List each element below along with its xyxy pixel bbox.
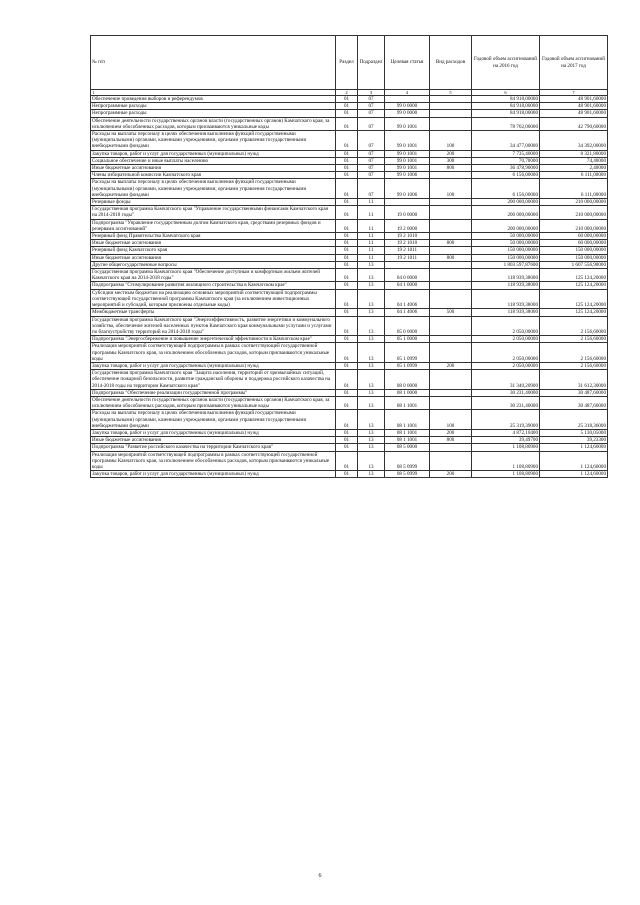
- row-amount-2017: 125 124,20000: [540, 309, 608, 316]
- row-target-article: [385, 261, 430, 268]
- row-name: Подпрограмма "Развитие российского казачества на территории Камчатского края": [91, 444, 336, 451]
- row-razdel: 01: [336, 254, 358, 261]
- row-amount-2016: 70,70000: [472, 157, 540, 164]
- row-target-article: 08 5 0999: [385, 471, 430, 478]
- row-amount-2017: 25 318,36000: [540, 410, 608, 430]
- row-podrazdel: 13: [358, 343, 385, 363]
- row-amount-2016: 2 050,00000: [472, 343, 540, 363]
- row-amount-2016: 2 050,00000: [472, 362, 540, 369]
- table-row: [91, 444, 608, 451]
- table-row: [91, 96, 608, 103]
- row-podrazdel: 07: [358, 172, 385, 179]
- table-row: [91, 131, 608, 151]
- row-expense-type: [430, 247, 472, 254]
- row-podrazdel: 13: [358, 444, 385, 451]
- row-expense-type: 100: [430, 179, 472, 199]
- row-expense-type: [430, 370, 472, 390]
- row-amount-2016: 30 231,40000: [472, 396, 540, 409]
- row-razdel: 01: [336, 103, 358, 110]
- row-podrazdel: 11: [358, 240, 385, 247]
- row-podrazdel: 07: [358, 110, 385, 117]
- row-amount-2016: 200 000,00000: [472, 219, 540, 232]
- row-expense-type: [430, 172, 472, 179]
- row-name: Подпрограмма "Обеспечение реализации государственной программы": [91, 389, 336, 396]
- row-podrazdel: 13: [358, 269, 385, 282]
- row-podrazdel: 07: [358, 150, 385, 157]
- row-expense-type: 800: [430, 240, 472, 247]
- row-podrazdel: 13: [358, 316, 385, 336]
- row-expense-type: 800: [430, 254, 472, 261]
- row-expense-type: [430, 282, 472, 289]
- table-row: [91, 471, 608, 478]
- table-row: [91, 172, 608, 179]
- row-amount-2017: 31 612,30000: [540, 370, 608, 390]
- row-amount-2017: 2 156,60000: [540, 343, 608, 363]
- row-podrazdel: 07: [358, 157, 385, 164]
- row-amount-2016: 200 000,00000: [472, 199, 540, 206]
- header-name: № п/п: [91, 36, 336, 90]
- row-name: Резервный фонд Правительства Камчатского края: [91, 233, 336, 240]
- row-expense-type: 200: [430, 471, 472, 478]
- row-amount-2016: 39,49700: [472, 437, 540, 444]
- row-target-article: 05 1 0999: [385, 362, 430, 369]
- row-expense-type: [430, 336, 472, 343]
- row-expense-type: 500: [430, 309, 472, 316]
- row-razdel: 01: [336, 471, 358, 478]
- row-name: Закупка товаров, работ и услуг для государственных (муниципальных) нужд: [91, 471, 336, 478]
- row-podrazdel: 13: [358, 370, 385, 390]
- row-target-article: 04 0 0000: [385, 269, 430, 282]
- row-name: Расходы на выплаты персоналу в целях обеспечения выполнения функций государственными (муниципальными) органами, казенными учреждениями, органами управления государственными внебюджетными фондами: [91, 410, 336, 430]
- row-target-article: 08 1 1001: [385, 429, 430, 436]
- row-razdel: 01: [336, 179, 358, 199]
- row-name: Резервные фонды: [91, 199, 336, 206]
- row-razdel: 01: [336, 336, 358, 343]
- row-name: Государственная программа Камчатского края "Защита населения, территорий от чрезвычайных ситуаций, обеспечение пожарной безопасности, развитие гражданской обороны и поддержка российского казачества на 2014-2018 годы на территории Камчатского края": [91, 370, 336, 390]
- row-amount-2016: 1 108,80900: [472, 444, 540, 451]
- row-amount-2017: 8 321,80000: [540, 150, 608, 157]
- row-target-article: 99 0 1006: [385, 179, 430, 199]
- row-amount-2017: 125 124,20000: [540, 282, 608, 289]
- table-row: [91, 165, 608, 172]
- row-razdel: 01: [336, 289, 358, 309]
- row-amount-2016: 7 735,40000: [472, 150, 540, 157]
- row-target-article: 19 2 1010: [385, 240, 430, 247]
- row-amount-2016: 84 918,00000: [472, 110, 540, 117]
- row-amount-2016: 150 000,00000: [472, 254, 540, 261]
- row-amount-2016: 1 108,80900: [472, 451, 540, 471]
- row-razdel: 01: [336, 444, 358, 451]
- row-amount-2016: 36 478,90000: [472, 165, 540, 172]
- row-target-article: 19 2 1011: [385, 247, 430, 254]
- row-name: Реализация мероприятий соответствующей подпрограммы в рамках соответствующей государственной программы Камчатского края, за исключением обособленных расходов, которым присваиваются уникальные коды: [91, 343, 336, 363]
- row-expense-type: [430, 289, 472, 309]
- row-razdel: 01: [336, 282, 358, 289]
- row-expense-type: [430, 396, 472, 409]
- row-razdel: 01: [336, 206, 358, 219]
- row-podrazdel: 13: [358, 437, 385, 444]
- row-razdel: 01: [336, 343, 358, 363]
- row-amount-2016: 30 231,40000: [472, 389, 540, 396]
- table-row: [91, 179, 608, 199]
- row-amount-2017: 210 000,00000: [540, 206, 608, 219]
- row-target-article: 99 0 0000: [385, 110, 430, 117]
- row-razdel: 01: [336, 157, 358, 164]
- row-target-article: 05 1 0999: [385, 343, 430, 363]
- row-target-article: [385, 96, 430, 103]
- row-target-article: 99 0 1001: [385, 131, 430, 151]
- row-amount-2016: 150 000,00000: [472, 247, 540, 254]
- table-row: [91, 254, 608, 261]
- header-razdel: Раздел: [336, 36, 358, 90]
- table-row: [91, 103, 608, 110]
- row-name: Обеспечение проведения выборов и референдумов: [91, 96, 336, 103]
- row-podrazdel: 11: [358, 233, 385, 240]
- table-row: [91, 282, 608, 289]
- row-target-article: 19 2 1011: [385, 254, 430, 261]
- row-target-article: 19 2 1010: [385, 233, 430, 240]
- row-name: Иные бюджетные ассигнования: [91, 254, 336, 261]
- row-podrazdel: 07: [358, 96, 385, 103]
- row-amount-2016: 84 918,00000: [472, 103, 540, 110]
- row-amount-2016: 118 939,38000: [472, 309, 540, 316]
- row-amount-2016: 1 108,80900: [472, 471, 540, 478]
- table-row: [91, 429, 608, 436]
- row-target-article: 08 1 1001: [385, 410, 430, 430]
- row-razdel: 01: [336, 131, 358, 151]
- row-expense-type: 200: [430, 429, 472, 436]
- row-target-article: 08 1 0000: [385, 389, 430, 396]
- row-podrazdel: 13: [358, 451, 385, 471]
- row-podrazdel: 11: [358, 199, 385, 206]
- row-expense-type: 800: [430, 437, 472, 444]
- row-amount-2017: 48 901,60000: [540, 110, 608, 117]
- row-amount-2017: 125 124,20000: [540, 269, 608, 282]
- row-amount-2016: 1 803 597,87600: [472, 261, 540, 268]
- row-amount-2017: 1 124,60000: [540, 444, 608, 451]
- page-number: 6: [318, 873, 322, 879]
- row-amount-2016: 50 000,00000: [472, 233, 540, 240]
- row-name: Подпрограмма "Стимулирование развития жилищного строительства в Камчатском крае": [91, 282, 336, 289]
- row-name: Закупка товаров, работ и услуг для государственных (муниципальных) нужд: [91, 429, 336, 436]
- table-row: [91, 451, 608, 471]
- row-expense-type: [430, 96, 472, 103]
- row-expense-type: [430, 233, 472, 240]
- row-razdel: 01: [336, 316, 358, 336]
- row-podrazdel: 13: [358, 429, 385, 436]
- row-razdel: 01: [336, 240, 358, 247]
- row-target-article: 08 1 1001: [385, 396, 430, 409]
- row-razdel: 01: [336, 389, 358, 396]
- row-name: Реализация мероприятий соответствующей подпрограммы в рамках соответствующей государственной программы Камчатского края, за исключением обособленных расходов, которым присваиваются уникальные коды: [91, 451, 336, 471]
- header-2016: Годовой объем ассигнований на 2016 год: [472, 36, 540, 90]
- row-amount-2016: 78 762,00000: [472, 117, 540, 130]
- row-amount-2017: 150 000,00000: [540, 254, 608, 261]
- row-name: Расходы на выплаты персоналу в целях обеспечения выполнения функций государственными (муниципальными) органами, казенными учреждениями, органами управления государственными внебюджетными фондами: [91, 131, 336, 151]
- row-podrazdel: 07: [358, 103, 385, 110]
- row-expense-type: [430, 269, 472, 282]
- row-razdel: 01: [336, 309, 358, 316]
- table-row: [91, 289, 608, 309]
- table-row: [91, 316, 608, 336]
- row-name: Межбюджетные трансферты: [91, 309, 336, 316]
- row-amount-2017: 39,23300: [540, 437, 608, 444]
- row-razdel: 01: [336, 172, 358, 179]
- column-number: 6: [472, 90, 540, 96]
- row-amount-2016: 118 939,38000: [472, 289, 540, 309]
- row-name: Подпрограмма "Энергосбережение и повышение энергетической эффективности в Камчатском крае": [91, 336, 336, 343]
- row-amount-2017: 48 901,60000: [540, 103, 608, 110]
- row-amount-2016: 34 477,00000: [472, 131, 540, 151]
- row-name: Другие общегосударственные вопросы: [91, 261, 336, 268]
- row-amount-2017: 60 000,00000: [540, 240, 608, 247]
- row-name: Непрограммные расходы: [91, 110, 336, 117]
- row-name: Социальное обеспечение и иные выплаты населению: [91, 157, 336, 164]
- row-expense-type: [430, 343, 472, 363]
- row-name: Расходы на выплаты персоналу в целях обеспечения выполнения функций государственными (муниципальными) органами, казенными учреждениями, органами управления государственными внебюджетными фондами: [91, 179, 336, 199]
- row-razdel: 01: [336, 199, 358, 206]
- row-name: Закупка товаров, работ и услуг для государственных (муниципальных) нужд: [91, 150, 336, 157]
- row-amount-2017: 2,40000: [540, 165, 608, 172]
- row-target-article: 08 5 0999: [385, 451, 430, 471]
- row-target-article: 08 1 1001: [385, 437, 430, 444]
- row-podrazdel: 13: [358, 410, 385, 430]
- table-header-row: [91, 36, 608, 90]
- row-expense-type: [430, 389, 472, 396]
- row-amount-2016: 2 050,00000: [472, 316, 540, 336]
- column-number: 5: [430, 90, 472, 96]
- row-target-article: 05 1 0000: [385, 336, 430, 343]
- table-row: [91, 389, 608, 396]
- row-razdel: 01: [336, 247, 358, 254]
- row-razdel: 01: [336, 269, 358, 282]
- row-razdel: 01: [336, 429, 358, 436]
- row-target-article: 05 0 0000: [385, 316, 430, 336]
- table-row: [91, 199, 608, 206]
- budget-table: [90, 35, 608, 478]
- row-amount-2017: 42 790,60000: [540, 117, 608, 130]
- row-name: Иные бюджетные ассигнования: [91, 240, 336, 247]
- row-expense-type: [430, 451, 472, 471]
- row-podrazdel: 11: [358, 206, 385, 219]
- row-expense-type: 300: [430, 157, 472, 164]
- row-podrazdel: 07: [358, 179, 385, 199]
- row-amount-2016: 118 939,38000: [472, 269, 540, 282]
- row-amount-2017: 2 156,60000: [540, 336, 608, 343]
- row-amount-2017: 2 156,60000: [540, 362, 608, 369]
- row-razdel: 01: [336, 370, 358, 390]
- table-row: [91, 157, 608, 164]
- row-amount-2017: 60 000,00000: [540, 233, 608, 240]
- row-name: Непрограммные расходы: [91, 103, 336, 110]
- row-expense-type: [430, 117, 472, 130]
- row-target-article: 04 1 0000: [385, 282, 430, 289]
- row-amount-2017: 210 000,00000: [540, 199, 608, 206]
- row-amount-2017: 210 000,00000: [540, 219, 608, 232]
- row-amount-2017: 5 130,05000: [540, 429, 608, 436]
- row-name: Субсидии местным бюджетам на реализацию основных мероприятий соответствующей подпрограммы соответствующей государственной программы Камчатского края (за исключением инвестиционных мероприятий и субсидий, которым присвоены отдельные коды): [91, 289, 336, 309]
- row-razdel: 01: [336, 165, 358, 172]
- table-row: [91, 309, 608, 316]
- row-name: Иные бюджетные ассигнования: [91, 165, 336, 172]
- table-row: [91, 370, 608, 390]
- row-name: Закупка товаров, работ и услуг для государственных (муниципальных) нужд: [91, 362, 336, 369]
- row-expense-type: [430, 103, 472, 110]
- row-amount-2017: 2 156,60000: [540, 316, 608, 336]
- row-amount-2016: 200 000,00000: [472, 206, 540, 219]
- column-number: 7: [540, 90, 608, 96]
- row-podrazdel: 13: [358, 396, 385, 409]
- row-razdel: 01: [336, 396, 358, 409]
- column-number: 1: [91, 90, 336, 96]
- row-target-article: 04 1 4006: [385, 309, 430, 316]
- row-razdel: 01: [336, 233, 358, 240]
- row-amount-2017: 1 607 556,90000: [540, 261, 608, 268]
- column-number: 2: [336, 90, 358, 96]
- row-amount-2017: 125 124,20000: [540, 289, 608, 309]
- budget-document: [90, 35, 607, 478]
- row-podrazdel: 13: [358, 336, 385, 343]
- row-amount-2017: 6 111,00000: [540, 172, 608, 179]
- header-2017: Годовой объем ассигнований на 2017 год: [540, 36, 608, 90]
- row-razdel: 01: [336, 362, 358, 369]
- row-amount-2016: 6 156,00000: [472, 172, 540, 179]
- row-expense-type: [430, 199, 472, 206]
- row-podrazdel: 13: [358, 289, 385, 309]
- table-row: [91, 247, 608, 254]
- row-target-article: [385, 199, 430, 206]
- row-name: Государственная программа Камчатского края "Управление государственными финансами Камчатского края на 2014-2018 годы": [91, 206, 336, 219]
- row-name: Члены избирательной комиссии Камчатского края: [91, 172, 336, 179]
- row-name: Подпрограмма "Управление государственным долгом Камчатского края, средствами резервных фондов и резервами ассигнований": [91, 219, 336, 232]
- row-target-article: 99 0 1006: [385, 172, 430, 179]
- table-row: [91, 396, 608, 409]
- row-expense-type: [430, 444, 472, 451]
- column-number: 3: [358, 90, 385, 96]
- row-razdel: 01: [336, 150, 358, 157]
- row-expense-type: 200: [430, 362, 472, 369]
- row-razdel: 01: [336, 437, 358, 444]
- row-amount-2017: 150 000,00000: [540, 247, 608, 254]
- row-amount-2017: 1 124,60000: [540, 451, 608, 471]
- header-target-article: Целевая статья: [385, 36, 430, 90]
- row-expense-type: [430, 206, 472, 219]
- row-podrazdel: 07: [358, 117, 385, 130]
- row-target-article: 99 0 1001: [385, 117, 430, 130]
- table-row: [91, 110, 608, 117]
- row-razdel: 01: [336, 219, 358, 232]
- row-expense-type: 100: [430, 131, 472, 151]
- row-razdel: 01: [336, 110, 358, 117]
- row-amount-2017: 34 392,00000: [540, 131, 608, 151]
- table-row: [91, 336, 608, 343]
- row-target-article: 04 1 4006: [385, 289, 430, 309]
- table-row: [91, 269, 608, 282]
- row-amount-2017: 30 487,60000: [540, 389, 608, 396]
- table-row: [91, 150, 608, 157]
- row-target-article: 19 2 0000: [385, 219, 430, 232]
- row-expense-type: [430, 219, 472, 232]
- header-podrazdel: Подраздел: [358, 36, 385, 90]
- row-amount-2016: 118 939,38000: [472, 282, 540, 289]
- row-amount-2016: 4 872,10400: [472, 429, 540, 436]
- row-expense-type: 800: [430, 165, 472, 172]
- row-amount-2017: 30 487,60000: [540, 396, 608, 409]
- row-amount-2016: 50 000,00000: [472, 240, 540, 247]
- row-podrazdel: 13: [358, 389, 385, 396]
- table-row: [91, 240, 608, 247]
- row-expense-type: [430, 110, 472, 117]
- header-expense-type: Вид расходов: [430, 36, 472, 90]
- row-amount-2016: 31 340,20900: [472, 370, 540, 390]
- row-podrazdel: 11: [358, 219, 385, 232]
- table-row: [91, 261, 608, 268]
- table-row: [91, 233, 608, 240]
- row-amount-2017: 1 124,60000: [540, 471, 608, 478]
- row-name: Государственная программа Камчатского края "Обеспечение доступным и комфортным жильем жителей Камчатского края на 2014-2018 годы": [91, 269, 336, 282]
- row-podrazdel: 07: [358, 131, 385, 151]
- table-row: [91, 117, 608, 130]
- column-number: 4: [385, 90, 430, 96]
- row-expense-type: 200: [430, 150, 472, 157]
- row-podrazdel: 13: [358, 309, 385, 316]
- row-razdel: 01: [336, 117, 358, 130]
- row-podrazdel: 13: [358, 261, 385, 268]
- table-row: [91, 206, 608, 219]
- row-podrazdel: 11: [358, 254, 385, 261]
- row-amount-2017: 74,40000: [540, 157, 608, 164]
- row-razdel: 01: [336, 410, 358, 430]
- table-row: [91, 362, 608, 369]
- table-row: [91, 437, 608, 444]
- row-target-article: 19 0 0000: [385, 206, 430, 219]
- row-amount-2017: 48 901,60000: [540, 96, 608, 103]
- row-amount-2016: 6 156,00000: [472, 179, 540, 199]
- row-podrazdel: 13: [358, 471, 385, 478]
- row-podrazdel: 07: [358, 165, 385, 172]
- row-target-article: 08 5 0000: [385, 444, 430, 451]
- row-expense-type: [430, 316, 472, 336]
- table-row: [91, 343, 608, 363]
- row-expense-type: [430, 261, 472, 268]
- row-target-article: 08 0 0000: [385, 370, 430, 390]
- row-target-article: 99 0 1001: [385, 165, 430, 172]
- row-amount-2017: 6 111,00000: [540, 179, 608, 199]
- row-name: Иные бюджетные ассигнования: [91, 437, 336, 444]
- row-amount-2016: 2 050,00000: [472, 336, 540, 343]
- row-podrazdel: 11: [358, 247, 385, 254]
- row-amount-2016: 25 319,39000: [472, 410, 540, 430]
- row-razdel: 01: [336, 96, 358, 103]
- row-name: Резервный фонд Камчатского края: [91, 247, 336, 254]
- table-row: [91, 219, 608, 232]
- table-row: [91, 410, 608, 430]
- row-name: Обеспечение деятельности государственных органов власти (государственных органов) Камчатского края, за исключением обособленных расходов, которым присваиваются уникальные коды: [91, 117, 336, 130]
- row-expense-type: 100: [430, 410, 472, 430]
- row-podrazdel: 13: [358, 282, 385, 289]
- row-amount-2016: 84 918,00000: [472, 96, 540, 103]
- row-target-article: 99 0 1001: [385, 150, 430, 157]
- row-podrazdel: 13: [358, 362, 385, 369]
- row-razdel: 01: [336, 451, 358, 471]
- row-name: Государственная программа Камчатского края "Энергоэффективность, развитие энергетики и коммунального хозяйства, обеспечение жителей населенных пунктов Камчатского края коммунальными услугами и услугами по благоустройству территорий на 2014-2018 годы": [91, 316, 336, 336]
- row-target-article: 99 0 1001: [385, 157, 430, 164]
- row-name: Обеспечение деятельности государственных органов власти (государственных органов) Камчатского края, за исключением обособленных расходов, которым присваиваются уникальные коды: [91, 396, 336, 409]
- row-razdel: 01: [336, 261, 358, 268]
- row-target-article: 99 0 0000: [385, 103, 430, 110]
